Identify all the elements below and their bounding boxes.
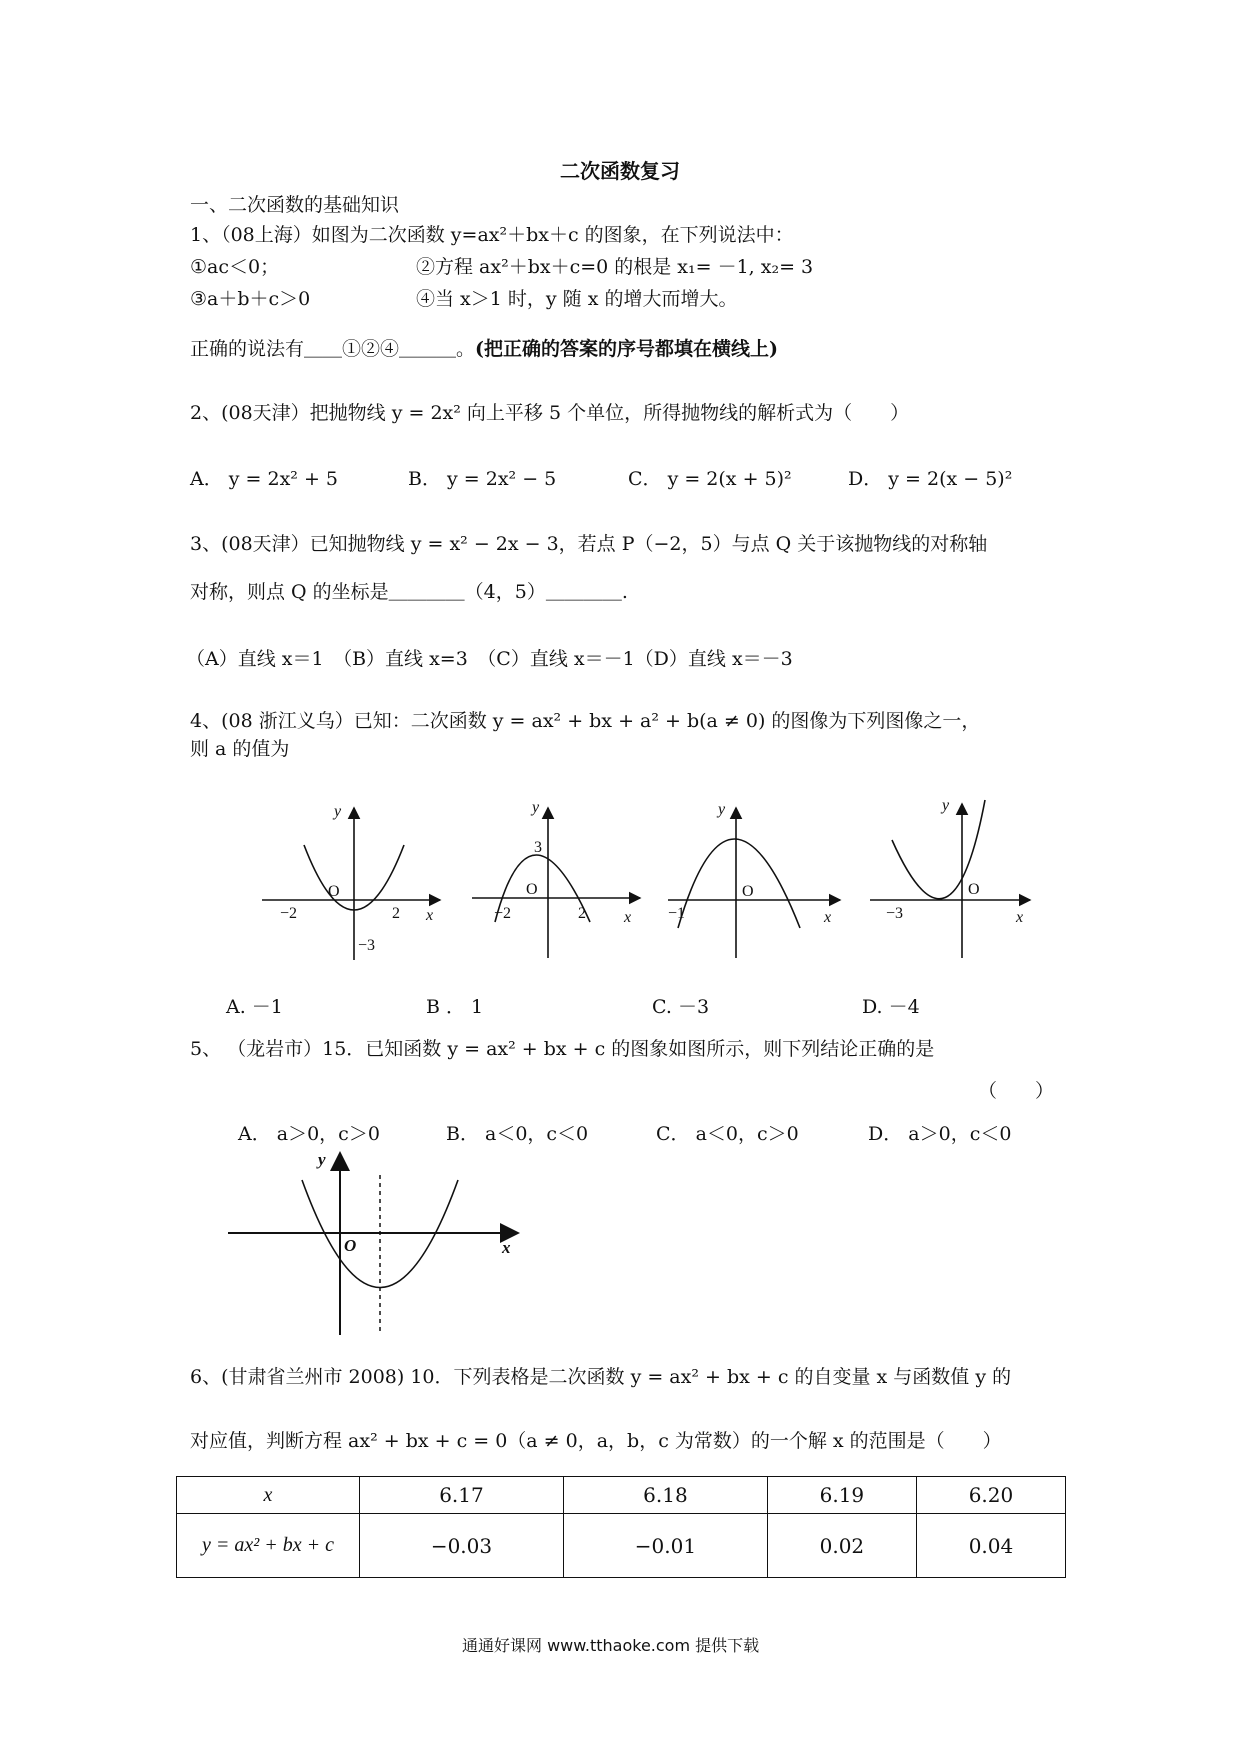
table-header-cell: 6.18 bbox=[563, 1477, 767, 1514]
table-cell: −0.03 bbox=[360, 1514, 564, 1578]
q4-g4-y-label: y bbox=[942, 797, 950, 814]
q2-option-d: D． y = 2(x − 5)² bbox=[848, 468, 1013, 490]
q5-option-c: C． a＜0，c＞0 bbox=[656, 1123, 799, 1145]
q4-stem: 4、(08 浙江义乌）已知：二次函数 y = ax² + bx + a² + b(a ≠ 0) 的图像为下列图像之一， bbox=[190, 710, 981, 732]
q4-g1-y-label: y bbox=[334, 803, 342, 820]
q4-g3-y-label: y bbox=[718, 801, 726, 818]
q1-stem: 1、（08上海）如图为二次函数 y=ax²＋bx＋c 的图象，在下列说法中： bbox=[190, 224, 794, 246]
q3-stem: 3、(08天津）已知抛物线 y = x² − 2x − 3，若点 P（−2，5）与点 Q 关于该抛物线的对称轴 bbox=[190, 533, 988, 555]
footer: 通通好课网 www.tthaoke.com 提供下载 bbox=[462, 1636, 760, 1655]
table-header-cell: 6.19 bbox=[767, 1477, 916, 1514]
q1-answer-note: (把正确的答案的序号都填在横线上) bbox=[475, 338, 779, 360]
q2-option-b: B． y = 2x² − 5 bbox=[408, 468, 557, 490]
table-cell: 0.02 bbox=[767, 1514, 916, 1578]
q4-g2-tick-neg2: −2 bbox=[494, 905, 512, 922]
q6-line2: 对应值，判断方程 ax² + bx + c = 0（a ≠ 0，a，b，c 为常数）的一个解 x 的范围是（ ） bbox=[190, 1430, 1002, 1452]
q1-statement-4: ④当 x＞1 时，y 随 x 的增大而增大。 bbox=[416, 288, 738, 310]
q4-g4-tick-neg3: −3 bbox=[886, 905, 904, 922]
q1-answer: ＿＿①②④＿＿＿。 bbox=[304, 338, 476, 360]
q4-g3-origin: O bbox=[742, 883, 754, 900]
q6-stem: 6、(甘肃省兰州市 2008) 10．下列表格是二次函数 y = ax² + bx + c 的自变量 x 与函数值 y 的 bbox=[190, 1366, 1012, 1388]
section-heading: 一、二次函数的基础知识 bbox=[190, 194, 400, 216]
table-row bbox=[177, 1477, 1066, 1514]
q4-g1-tick-neg3: −3 bbox=[358, 937, 376, 954]
q5-x-label: x bbox=[502, 1238, 511, 1257]
q4-g2-y-label: y bbox=[532, 799, 540, 816]
q4-g2-tick-2: 2 bbox=[578, 905, 586, 922]
q5-stem: 5、 （龙岩市）15．已知函数 y = ax² + bx + c 的图象如图所示，则下列结论正确的是 bbox=[190, 1038, 935, 1060]
q4-option-d: D. －4 bbox=[862, 996, 920, 1018]
q3-line2: 对称，则点 Q 的坐标是＿＿＿＿（4，5）＿＿＿＿. bbox=[190, 581, 628, 603]
q5-origin: O bbox=[344, 1236, 357, 1255]
q4-option-b: B ． 1 bbox=[426, 996, 484, 1018]
q2-option-a: A． y = 2x² + 5 bbox=[190, 468, 339, 490]
q4-graph-4 bbox=[870, 800, 1030, 958]
q4-g2-origin: O bbox=[526, 881, 538, 898]
q4-option-a: A. －1 bbox=[226, 996, 283, 1018]
q1-statement-3: ③a＋b＋c＞0 bbox=[190, 288, 311, 310]
q1-answer-prefix: 正确的说法有 bbox=[190, 338, 305, 360]
q1-answer-line bbox=[190, 340, 778, 359]
q4-option-c: C. －3 bbox=[652, 996, 710, 1018]
q4-g2-tick-3: 3 bbox=[534, 839, 542, 856]
q5-y-label: y bbox=[318, 1150, 326, 1169]
table-row bbox=[177, 1514, 1066, 1578]
q5-option-b: B． a＜0，c＜0 bbox=[446, 1123, 589, 1145]
q5-answer-paren: （ ） bbox=[978, 1080, 1055, 1102]
q4-g2-x-label: x bbox=[624, 909, 632, 926]
table-cell: 0.04 bbox=[916, 1514, 1065, 1578]
q4-graph-3 bbox=[668, 808, 840, 958]
table-header-x: x bbox=[177, 1477, 360, 1514]
q4-graphs bbox=[240, 790, 1040, 970]
q4-g3-tick-neg1: −1 bbox=[668, 905, 686, 922]
q4-graph-1 bbox=[262, 808, 440, 960]
q4-g4-origin: O bbox=[968, 881, 980, 898]
table-row-label: y = ax² + bx + c bbox=[177, 1514, 360, 1578]
q5-option-d: D． a＞0，c＜0 bbox=[868, 1123, 1012, 1145]
q1-statement-1: ①ac＜0； bbox=[190, 256, 280, 278]
q6-value-table bbox=[176, 1476, 1066, 1578]
q4-g3-x-label: x bbox=[824, 909, 832, 926]
q4-g1-tick-2: 2 bbox=[392, 905, 400, 922]
q4-g1-tick-neg2: −2 bbox=[280, 905, 298, 922]
q4-graph-2 bbox=[472, 808, 640, 958]
q4-g1-x-label: x bbox=[426, 907, 434, 924]
q2-option-c: C． y = 2(x + 5)² bbox=[628, 468, 792, 490]
page-title: 二次函数复习 bbox=[560, 159, 680, 183]
table-cell: −0.01 bbox=[563, 1514, 767, 1578]
q3-options: （A）直线 x＝1 （B）直线 x=3 （C）直线 x＝－1（D）直线 x＝－3 bbox=[186, 648, 793, 670]
q4-line2: 则 a 的值为 bbox=[190, 738, 290, 760]
q4-g1-origin: O bbox=[328, 883, 340, 900]
q5-option-a: A． a＞0，c＞0 bbox=[238, 1123, 380, 1145]
q1-statement-2: ②方程 ax²＋bx＋c=0 的根是 x₁= －1, x₂= 3 bbox=[416, 256, 814, 278]
q4-g4-x-label: x bbox=[1016, 909, 1024, 926]
table-header-cell: 6.20 bbox=[916, 1477, 1065, 1514]
q5-graph bbox=[220, 1145, 530, 1340]
q2-stem: 2、(08天津）把抛物线 y = 2x² 向上平移 5 个单位，所得抛物线的解析式为（ ） bbox=[190, 402, 910, 424]
table-header-cell: 6.17 bbox=[360, 1477, 564, 1514]
